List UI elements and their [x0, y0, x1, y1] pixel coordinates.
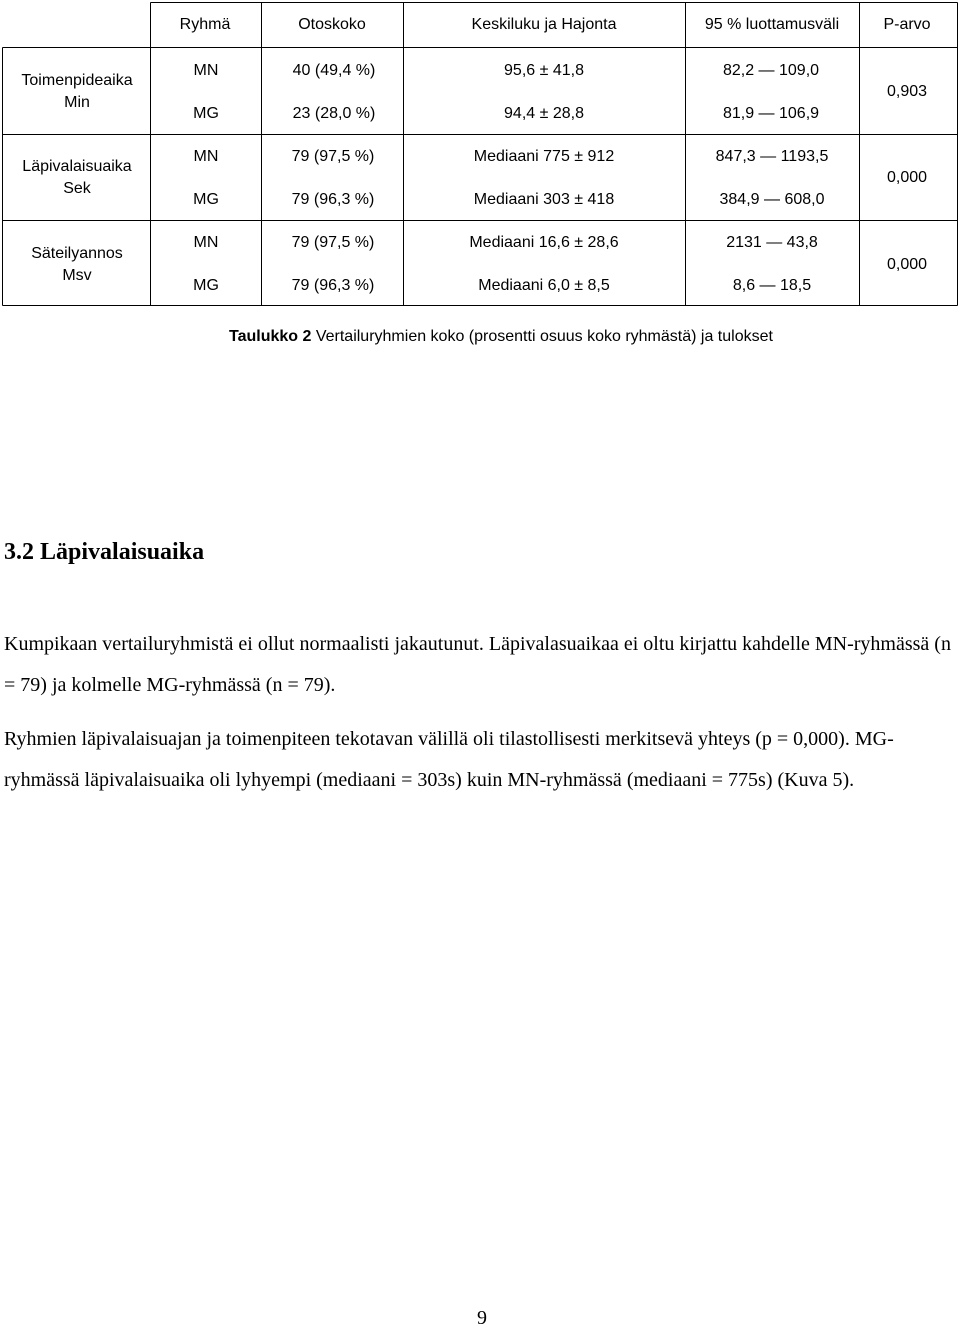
paragraph: Ryhmien läpivalaisuajan ja toimenpiteen tekotavan välillä oli tilastollisesti merkitsevä yhteys (p = 0,000). MG-ryhmässä läpivalaisuaika oli lyhyempi (mediaani = 303s) kuin MN-ryhmässä (mediaani = 775s) (Kuva 5). [4, 728, 894, 791]
cell-sample-size: 79 (97,5 %) [291, 148, 375, 165]
cell-center-spread: Mediaani 16,6 ± 28,6 [469, 234, 619, 251]
cell-group: MG [193, 191, 219, 208]
section-heading: 3.2 Läpivalaisuaika [4, 539, 205, 565]
row-label-unit: Min [64, 94, 90, 111]
cell-sample-size: 79 (97,5 %) [291, 234, 375, 251]
cell-p-value: 0,903 [886, 83, 928, 100]
row-label: Säteilyannos [31, 245, 123, 262]
cell-confidence-interval: 82,2 — 109,0 [722, 62, 820, 79]
cell-sample-size: 23 (28,0 %) [292, 105, 376, 122]
cell-p-value: 0,000 [886, 256, 928, 273]
cell-confidence-interval: 384,9 — 608,0 [719, 191, 825, 208]
cell-group: MN [193, 234, 219, 251]
header-sample-size: Otoskoko [298, 16, 366, 33]
page-number: 9 [477, 1307, 487, 1329]
caption-text: Vertailuryhmien koko (prosentti osuus koko ryhmästä) ja tulokset [311, 328, 773, 345]
cell-center-spread: Mediaani 303 ± 418 [473, 191, 615, 208]
cell-confidence-interval: 847,3 — 1193,5 [715, 148, 829, 165]
cell-center-spread: Mediaani 775 ± 912 [473, 148, 615, 165]
cell-confidence-interval: 2131 — 43,8 [726, 234, 818, 251]
table-caption [229, 327, 773, 347]
header-center-spread: Keskiluku ja Hajonta [471, 16, 617, 33]
results-table [0, 0, 960, 306]
cell-center-spread: 95,6 ± 41,8 [504, 62, 584, 79]
cell-confidence-interval: 81,9 — 106,9 [722, 105, 820, 122]
cell-confidence-interval: 8,6 — 18,5 [732, 277, 812, 294]
cell-sample-size: 79 (96,3 %) [291, 277, 375, 294]
cell-group: MG [193, 105, 219, 122]
cell-sample-size: 79 (96,3 %) [291, 191, 375, 208]
row-label-unit: Sek [63, 180, 91, 197]
header-confidence-interval: 95 % luottamusväli [704, 16, 840, 33]
cell-p-value: 0,000 [886, 169, 928, 186]
row-label-unit: Msv [62, 267, 92, 284]
cell-center-spread: 94,4 ± 28,8 [504, 105, 584, 122]
header-p-value: P-arvo [883, 16, 931, 33]
cell-group: MG [193, 277, 219, 294]
cell-center-spread: Mediaani 6,0 ± 8,5 [478, 277, 610, 294]
cell-group: MN [193, 148, 219, 165]
cell-group: MN [193, 62, 219, 79]
paragraph: Kumpikaan vertailuryhmistä ei ollut normaalisti jakautunut. Läpivalasuaikaa ei oltu kirjattu kahdelle MN-ryhmässä (n = 79) ja kolmelle MG-ryhmässä (n = 79). [4, 633, 951, 696]
row-label: Läpivalaisuaika [22, 158, 132, 175]
caption-label: Taulukko 2 [229, 328, 312, 345]
header-group: Ryhmä [179, 16, 231, 33]
cell-sample-size: 40 (49,4 %) [292, 62, 376, 79]
row-label: Toimenpideaika [21, 72, 133, 89]
